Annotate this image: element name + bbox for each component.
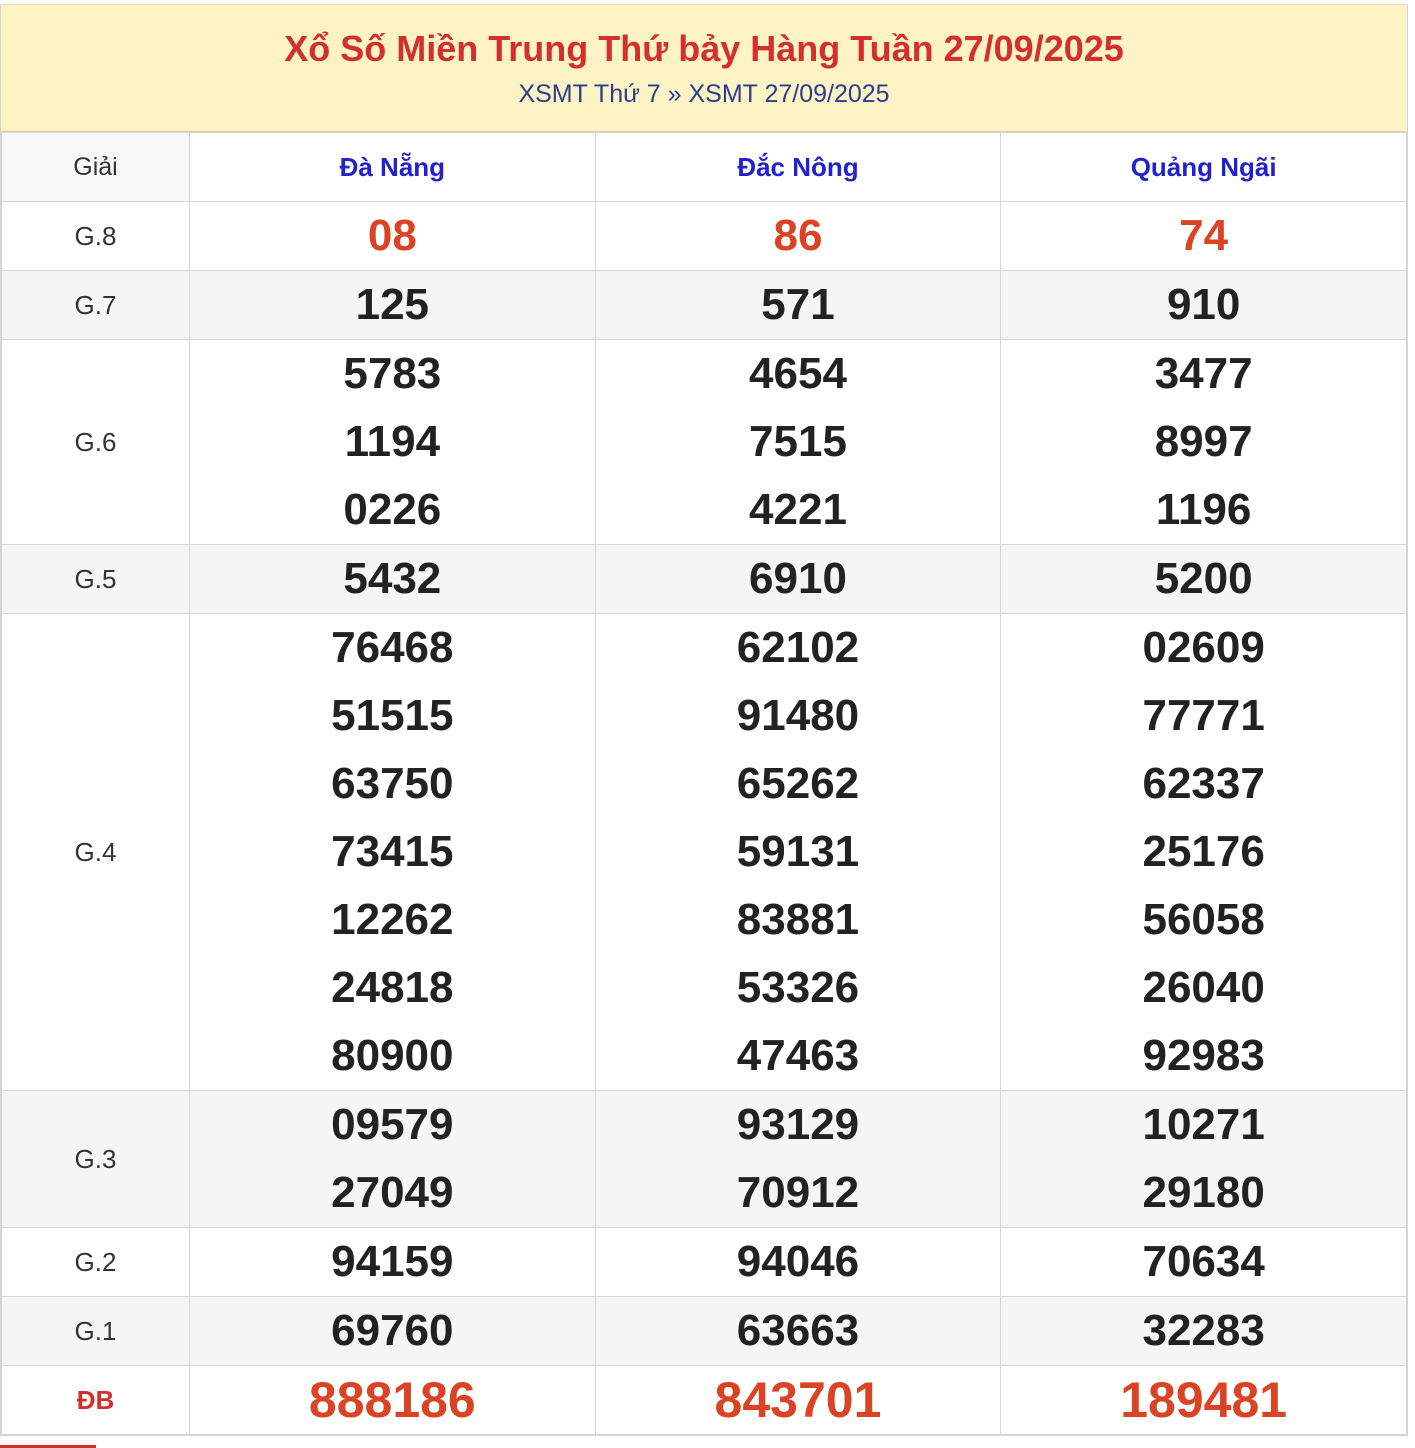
- winning-number: 4221: [749, 485, 847, 534]
- table-row: [2, 1091, 1407, 1228]
- result-cell: [190, 614, 596, 1091]
- page-title: Xổ Số Miền Trung Thứ bảy Hàng Tuần 27/09/2025: [284, 28, 1124, 69]
- winning-number: 27049: [331, 1168, 454, 1217]
- winning-number: 26040: [1142, 963, 1265, 1012]
- breadcrumb-link-weekday[interactable]: XSMT Thứ 7: [518, 80, 661, 108]
- result-cell: [595, 614, 1001, 1091]
- result-cell: [190, 202, 596, 271]
- winning-number: 5200: [1154, 554, 1253, 603]
- winning-number: 53326: [736, 963, 860, 1012]
- result-cell: [1001, 202, 1407, 271]
- result-cell: [1001, 1366, 1407, 1435]
- breadcrumb-link-date[interactable]: XSMT 27/09/2025: [688, 80, 890, 108]
- winning-number: 1196: [1155, 485, 1252, 534]
- winning-number: 77771: [1142, 691, 1265, 740]
- prize-label: G.6: [2, 340, 190, 545]
- winning-number: 29180: [1142, 1168, 1265, 1217]
- result-cell: [595, 340, 1001, 545]
- table-row: [2, 202, 1407, 271]
- prize-label: ĐB: [2, 1366, 190, 1435]
- result-cell: [595, 202, 1001, 271]
- prize-label: G.3: [2, 1091, 190, 1228]
- result-cell: [190, 1228, 596, 1297]
- prize-column-header: Giải: [2, 133, 190, 202]
- result-cell: [1001, 271, 1407, 340]
- breadcrumb: [1, 77, 1407, 111]
- prize-label: G.7: [2, 271, 190, 340]
- winning-number: 24818: [331, 963, 454, 1012]
- prize-label: G.2: [2, 1228, 190, 1297]
- winning-number: 25176: [1142, 827, 1265, 876]
- prize-label: G.4: [2, 614, 190, 1091]
- winning-number: 91480: [736, 691, 860, 740]
- winning-number: 74: [1179, 211, 1229, 260]
- winning-number: 888186: [308, 1372, 476, 1428]
- winning-number: 94159: [331, 1237, 454, 1286]
- result-cell: [595, 1297, 1001, 1366]
- result-cell: [190, 271, 596, 340]
- prize-label: G.8: [2, 202, 190, 271]
- winning-number: 32283: [1142, 1306, 1265, 1355]
- winning-number: 6910: [749, 554, 847, 603]
- winning-number: 1194: [344, 417, 441, 466]
- table-row: [2, 1228, 1407, 1297]
- result-cell: [595, 1366, 1001, 1435]
- winning-number: 76468: [331, 623, 454, 672]
- result-cell: [595, 545, 1001, 614]
- province-header-da-nang[interactable]: Đà Nẵng: [190, 133, 596, 202]
- winning-number: 5783: [343, 349, 442, 398]
- winning-number: 62337: [1142, 759, 1265, 808]
- result-cell: [190, 1091, 596, 1228]
- results-header: [1, 4, 1407, 132]
- table-row: [2, 614, 1407, 1091]
- winning-number: 3477: [1154, 349, 1253, 398]
- winning-number: 10271: [1142, 1100, 1265, 1149]
- winning-number: 5432: [343, 554, 442, 603]
- winning-number: 70912: [736, 1168, 860, 1217]
- winning-number: 843701: [714, 1372, 882, 1428]
- winning-number: 189481: [1120, 1372, 1288, 1428]
- result-cell: [190, 545, 596, 614]
- table-row: [2, 271, 1407, 340]
- result-cell: [1001, 545, 1407, 614]
- winning-number: 59131: [736, 827, 860, 876]
- result-cell: [1001, 340, 1407, 545]
- winning-number: 910: [1166, 280, 1241, 329]
- winning-number: 63663: [736, 1306, 860, 1355]
- table-row: [2, 545, 1407, 614]
- winning-number: 51515: [331, 691, 454, 740]
- winning-number: 80900: [331, 1031, 454, 1080]
- winning-number: 571: [761, 280, 835, 329]
- result-cell: [595, 1228, 1001, 1297]
- prize-label: G.1: [2, 1297, 190, 1366]
- winning-number: 12262: [331, 895, 454, 944]
- table-row: [2, 340, 1407, 545]
- winning-number: 8997: [1154, 417, 1253, 466]
- table-row: [2, 1366, 1407, 1435]
- winning-number: 73415: [331, 827, 454, 876]
- winning-number: 47463: [736, 1031, 860, 1080]
- prize-label: G.5: [2, 545, 190, 614]
- winning-number: 62102: [736, 623, 860, 672]
- result-cell: [190, 1366, 596, 1435]
- result-cell: [190, 340, 596, 545]
- table-row: [2, 1297, 1407, 1366]
- result-cell: [595, 1091, 1001, 1228]
- table-header-row: [2, 133, 1407, 202]
- result-cell: [595, 271, 1001, 340]
- result-cell: [1001, 1228, 1407, 1297]
- winning-number: 7515: [749, 417, 847, 466]
- lottery-results-panel: [0, 4, 1408, 1436]
- result-cell: [190, 1297, 596, 1366]
- province-header-quang-ngai[interactable]: Quảng Ngãi: [1001, 133, 1407, 202]
- winning-number: 93129: [736, 1100, 860, 1149]
- result-cell: [1001, 614, 1407, 1091]
- province-header-dac-nong[interactable]: Đắc Nông: [595, 133, 1001, 202]
- winning-number: 08: [367, 211, 417, 260]
- winning-number: 4654: [749, 349, 847, 398]
- winning-number: 86: [773, 211, 823, 260]
- winning-number: 94046: [736, 1237, 860, 1286]
- results-table: [1, 132, 1407, 1435]
- result-cell: [1001, 1297, 1407, 1366]
- winning-number: 02609: [1142, 623, 1265, 672]
- winning-number: 0226: [343, 485, 442, 534]
- winning-number: 09579: [331, 1100, 454, 1149]
- winning-number: 83881: [736, 895, 860, 944]
- winning-number: 125: [355, 280, 430, 329]
- winning-number: 92983: [1142, 1031, 1265, 1080]
- winning-number: 65262: [736, 759, 860, 808]
- breadcrumb-separator: »: [667, 80, 682, 108]
- result-cell: [1001, 1091, 1407, 1228]
- winning-number: 63750: [331, 759, 454, 808]
- winning-number: 69760: [331, 1306, 454, 1355]
- winning-number: 70634: [1142, 1237, 1265, 1286]
- winning-number: 56058: [1142, 895, 1265, 944]
